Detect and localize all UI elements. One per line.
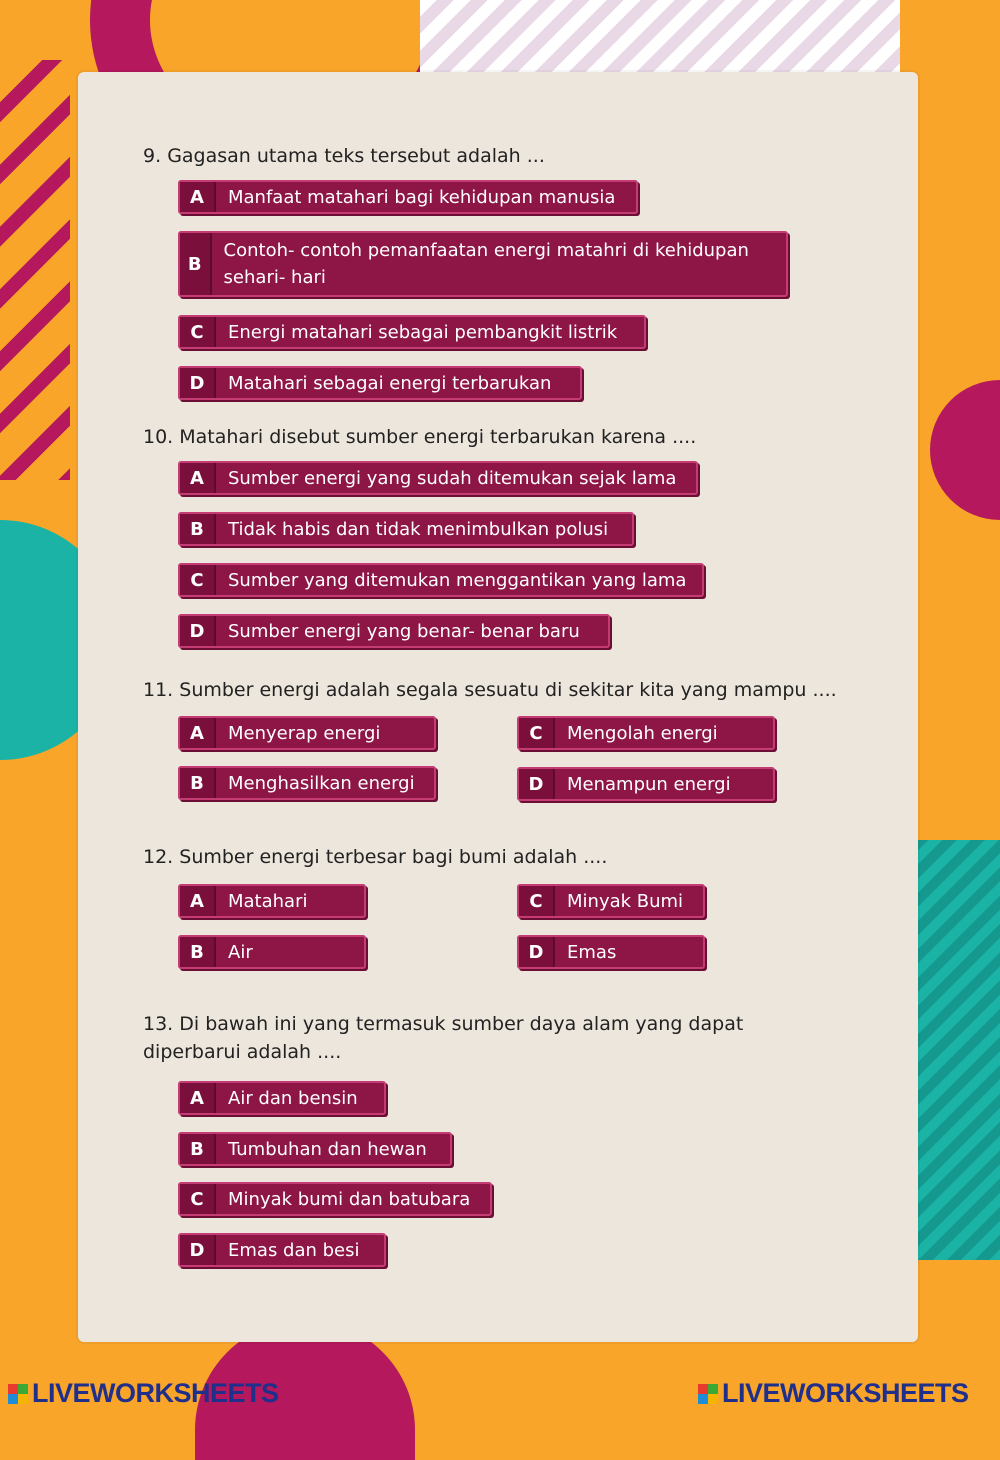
option-12b[interactable]: B Air <box>178 935 366 969</box>
option-12d[interactable]: D Emas <box>517 935 705 969</box>
liveworksheets-badge-icon <box>8 1384 28 1404</box>
option-10b[interactable]: B Tidak habis dan tidak menimbulkan polusi <box>178 512 634 546</box>
option-10a[interactable]: A Sumber energi yang sudah ditemukan sejak lama <box>178 461 698 495</box>
option-13d[interactable]: D Emas dan besi <box>178 1233 386 1267</box>
option-12c[interactable]: C Minyak Bumi <box>517 884 705 918</box>
option-11b[interactable]: B Menghasilkan energi <box>178 766 436 800</box>
option-10c[interactable]: C Sumber yang ditemukan menggantikan yang lama <box>178 563 704 597</box>
option-9c[interactable]: C Energi matahari sebagai pembangkit listrik <box>178 315 646 349</box>
question-9: 9. Gagasan utama teks tersebut adalah ... <box>143 145 545 167</box>
option-11a[interactable]: A Menyerap energi <box>178 716 436 750</box>
question-12: 12. Sumber energi terbesar bagi bumi adalah .... <box>143 846 608 868</box>
option-9b[interactable]: B Contoh- contoh pemanfaatan energi matahri di kehidupan sehari- hari <box>178 231 788 297</box>
option-13b[interactable]: B Tumbuhan dan hewan <box>178 1132 452 1166</box>
question-13: 13. Di bawah ini yang termasuk sumber daya alam yang dapat diperbarui adalah .... <box>143 1013 744 1063</box>
option-11d[interactable]: D Menampun energi <box>517 767 775 801</box>
option-10d[interactable]: D Sumber energi yang benar- benar baru <box>178 614 610 648</box>
option-13a[interactable]: A Air dan bensin <box>178 1081 386 1115</box>
liveworksheets-logo-left[interactable]: LIVEWORKSHEETS <box>8 1378 279 1409</box>
question-10: 10. Matahari disebut sumber energi terbarukan karena .... <box>143 426 697 448</box>
bg-stripes-left <box>0 60 70 480</box>
liveworksheets-logo-right[interactable]: LIVEWORKSHEETS <box>698 1378 969 1409</box>
bg-stripes-top <box>420 0 900 75</box>
option-13c[interactable]: C Minyak bumi dan batubara <box>178 1182 492 1216</box>
question-11: 11. Sumber energi adalah segala sesuatu di sekitar kita yang mampu .... <box>143 679 837 701</box>
option-9a[interactable]: A Manfaat matahari bagi kehidupan manusia <box>178 180 638 214</box>
option-9d[interactable]: D Matahari sebagai energi terbarukan <box>178 366 582 400</box>
option-11c[interactable]: C Mengolah energi <box>517 716 775 750</box>
option-12a[interactable]: A Matahari <box>178 884 366 918</box>
bg-magenta-circle-right <box>930 380 1000 520</box>
liveworksheets-badge-icon <box>698 1384 718 1404</box>
